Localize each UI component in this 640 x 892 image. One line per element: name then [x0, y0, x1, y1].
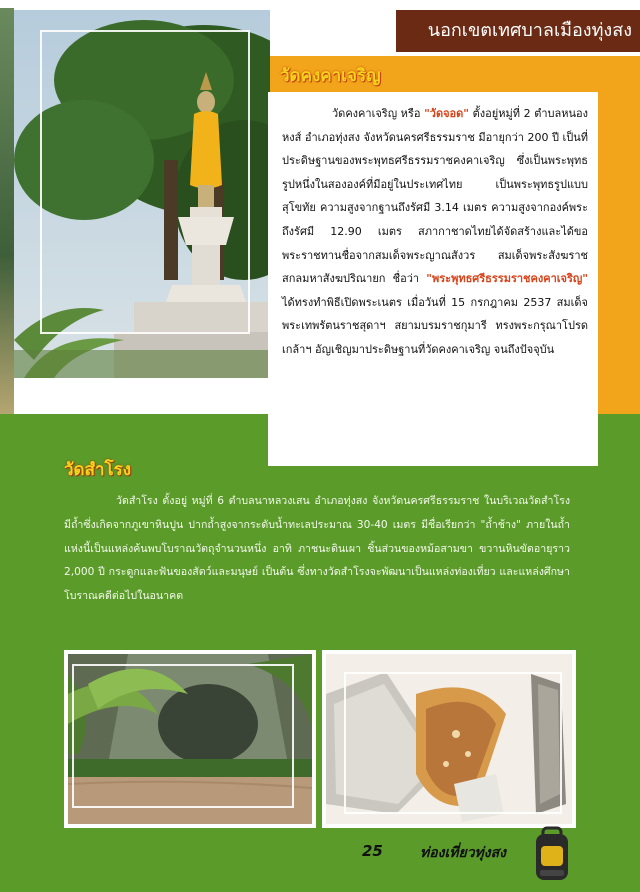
section2-body — [64, 490, 570, 609]
photo-frame-overlay — [40, 30, 250, 334]
photo-frame-overlay — [72, 664, 294, 808]
section1-body — [282, 102, 588, 362]
section1-body-part3: ได้ทรงทำพิธีเปิดพระเนตร เมื่อวันที่ 15 กรกฎาคม 2537 สมเด็จพระเทพรัตนราชสุดาฯ สยามบรมราชกุมารี ทรงพระกรุณาโปรดเกล้าฯ อัญเชิญมาประดิษฐานที่วัดคงคาเจริญ จนถึงปัจจุบัน — [282, 295, 588, 356]
section2-body-text: วัดสำโรง ตั้งอยู่ หมู่ที่ 6 ตำบลนาหลวงเสน อำเภอทุ่งสง จังหวัดนครศรีธรรมราช ในบริเวณวัดสำโรง มีถ้ำซึ่งเกิดจากภูเขาหินปูน ปากถ้ำสูงจากระดับน้ำทะเลประมาณ 30-40 เมตร มีชื่อเรียกว่า "ถ้ำช้าง" ภายในถ้ำแห่งนี้เป็นแหล่งค้นพบโบราณวัตถุจำนวนหนึ่ง อาทิ ภาชนะดินเผา ชิ้นส่วนของหม้อสามขา ขวานหินขัดอายุราว 2,000 ปี กระดูกและฟันของสัตว์และมนุษย์ เป็นต้น ซึ่งทางวัดสำโรงจะพัฒนาเป็นแหล่งท่องเที่ยว และแหล่งศึกษาโบราณคดีต่อไปในอนาคต — [64, 495, 570, 603]
section1-highlight-wat-jod: "วัดจอด" — [424, 107, 470, 120]
photo-frame-overlay — [344, 672, 562, 814]
section1-body-part1: วัดคงคาเจริญ หรือ — [332, 107, 425, 120]
buddha-statue-photo — [14, 10, 270, 378]
artifacts-photo — [322, 650, 576, 828]
section1-body-part2: ตั้งอยู่หมู่ที่ 2 ตำบลหนองหงส์ อำเภอทุ่งสง จังหวัดนครศรีธรรมราช มีอายุกว่า 200 ปี เป็นที่ประดิษฐานของพระพุทธศรีธรรมราชคงคาเจริญ ซึ่งเป็นพระพุทธรูปหนึ่งในสององค์ที่มีอยู่ในประเทศไทย เป็นพระพุทธรูปแบบสุโขทัย ความสูงจากฐานถึงรัศมี 3.14 เมตร ความสูงจากองค์พระถึงรัศมี 12.90 เมตร สภากาชาดไทยได้จัดสร้างและได้ขอพระราชทานชื่อจากสมเด็จพระญาณสังวร สมเด็จพระสังฆราช สกลมหาสังฆปริณายก ชื่อว่า — [282, 107, 588, 286]
backpack-icon — [530, 826, 574, 886]
footer-title: ท่องเที่ยวทุ่งสง — [420, 845, 506, 861]
section2-heading: วัดสำโรง — [64, 460, 132, 480]
page-number: 25 — [362, 842, 383, 860]
section1-highlight-buddha-name: "พระพุทธศรีธรรมราชคงคาเจริญ" — [426, 272, 588, 286]
page-header-title: นอกเขตเทศบาลเมืองทุ่งสง — [427, 20, 632, 41]
section1-heading: วัดคงคาเจริญ — [280, 66, 381, 86]
cave-photo — [64, 650, 316, 828]
